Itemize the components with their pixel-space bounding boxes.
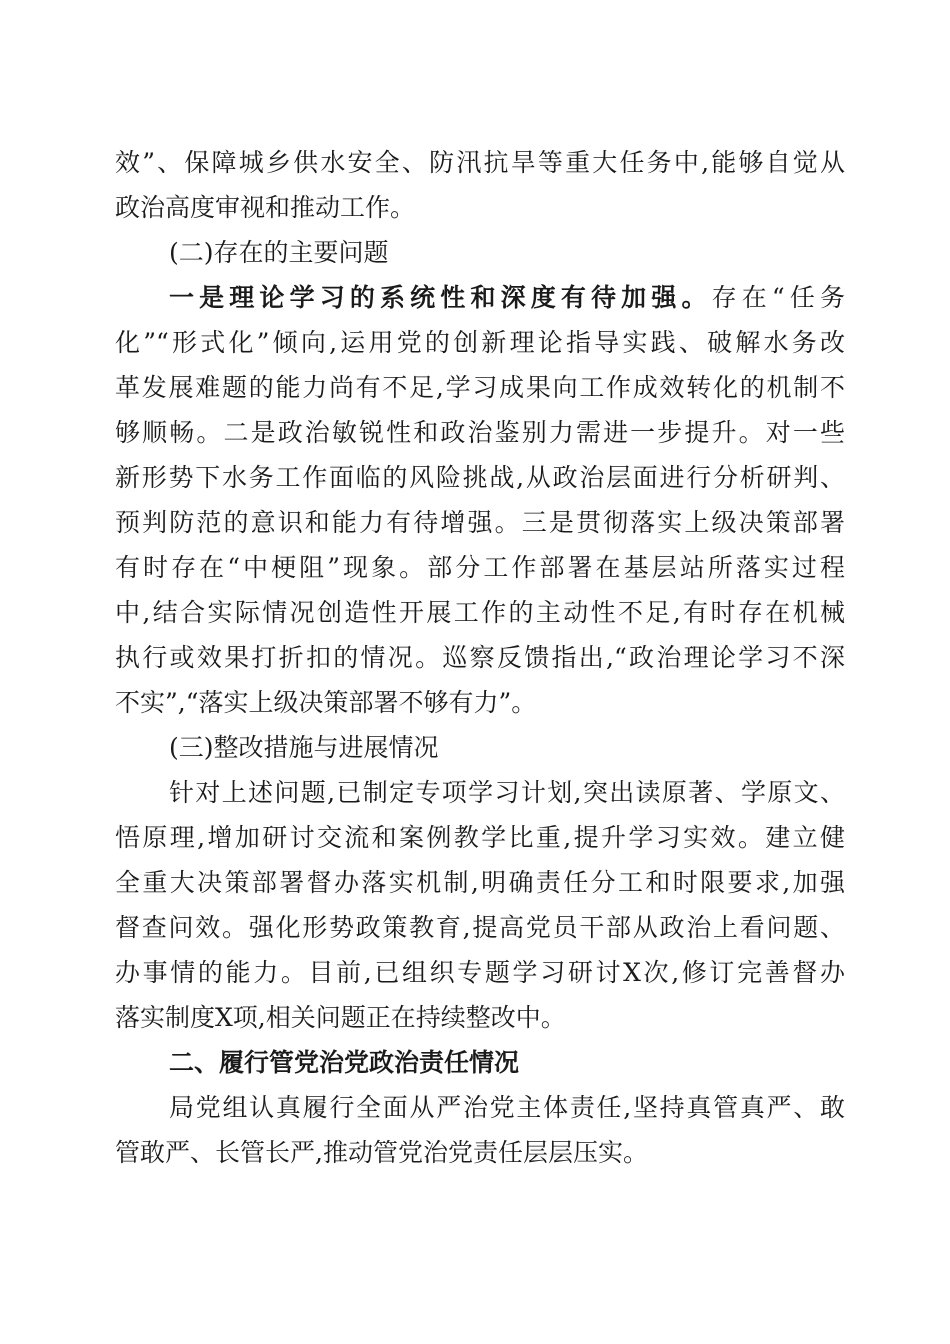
text-line: 悟原理,增加研讨交流和案例教学比重,提升学习实效。建立健	[115, 823, 845, 852]
section-subheading: (三)整改措施与进展情况	[169, 733, 439, 762]
text-line: 新形势下水务工作面临的风险挑战,从政治层面进行分析研判、	[115, 463, 845, 492]
text-line	[169, 278, 845, 318]
text-fragment: 存在“任务	[711, 283, 845, 312]
text-line: 够顺畅。二是政治敏锐性和政治鉴别力需进一步提升。对一些	[115, 418, 845, 447]
text-line: 有时存在“中梗阻”现象。部分工作部署在基层站所落实过程	[115, 553, 845, 582]
text-line: 管敢严、长管长严,推动管党治党责任层层压实。	[115, 1138, 648, 1167]
text-line: 效”、保障城乡供水安全、防汛抗旱等重大任务中,能够自觉从	[115, 148, 845, 177]
text-line: 不实”,“落实上级决策部署不够有力”。	[115, 688, 537, 717]
text-line: 中,结合实际情况创造性开展工作的主动性不足,有时存在机械	[115, 598, 845, 627]
text-line: 革发展难题的能力尚有不足,学习成果向工作成效转化的机制不	[115, 373, 845, 402]
text-line: 政治高度审视和推动工作。	[115, 193, 416, 222]
text-line: 全重大决策部署督办落实机制,明确责任分工和时限要求,加强	[115, 868, 845, 897]
text-line: 督查问效。强化形势政策教育,提高党员干部从政治上看问题、	[115, 913, 845, 942]
text-line: 局党组认真履行全面从严治党主体责任,坚持真管真严、敢	[169, 1093, 845, 1122]
section-subheading: (二)存在的主要问题	[169, 238, 389, 267]
text-line: 落实制度X项,相关问题正在持续整改中。	[115, 1003, 566, 1032]
text-line: 办事情的能力。目前,已组织专题学习研讨X次,修订完善督办	[115, 958, 845, 987]
text-line: 执行或效果打折扣的情况。巡察反馈指出,“政治理论学习不深	[115, 643, 845, 672]
text-line: 针对上述问题,已制定专项学习计划,突出读原著、学原文、	[169, 778, 845, 807]
text-line: 预判防范的意识和能力有待增强。三是贯彻落实上级决策部署	[115, 508, 845, 537]
lead-phrase: 一是理论学习的系统性和深度有待加强。	[169, 283, 712, 312]
text-line: 化”“形式化”倾向,运用党的创新理论指导实践、破解水务改	[115, 328, 845, 357]
section-heading: 二、履行管党治党政治责任情况	[169, 1048, 520, 1077]
